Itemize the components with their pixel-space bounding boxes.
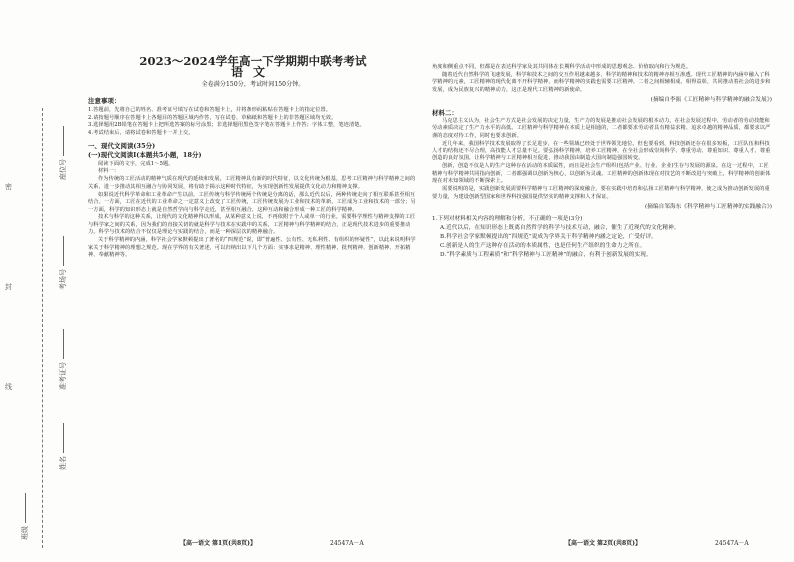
option-a[interactable]: A.近代以后，在知识形态上既离自然哲学的科学与技术互动，融合，催生了近现代的文化精神。 bbox=[440, 224, 680, 231]
paragraph: 需要说明的是，实践创新发展需要科学精神与工匠精神的深度融合，要在实践中培育和弘扬工匠精神与科学精神，使之成为推动创新发展的重要力量，为建设创新型国家和世界科技强国提供坚实的精神支撑和人才保证。 bbox=[432, 186, 770, 200]
name-field bbox=[58, 410, 68, 470]
ticket-field bbox=[58, 330, 68, 390]
paragraph: 近几年来，我国科学技术发展取得了长足进步，在一些领域已经处于世界领先地位。但也要看到，科技创新还存在很多短板，工匠队伍和科技人才的结构还不尽合理，高技能人才总量不足。要弘扬科学精神，培养工匠精神，在全社会形成崇尚科学、尊重劳动、尊重知识、尊重人才、尊重创造的良好氛围，让科学精神与工匠精神相互促进，推动我国由制造大国向制造强国转变。 bbox=[432, 140, 771, 162]
seal-char-2: 封 bbox=[5, 283, 12, 291]
exam-title: 2023～2024学年高一下学期期中联考考试 bbox=[139, 54, 367, 68]
paragraph: 作为传统的工匠活动的精神气质在现代的延续和发展，工匠精神具有新的时代特征，以文化传统为根基，思考工匠精神与科学精神之间的关系，进一步推动其相互融合与协同发展，将有助于揭示这种时代特征，为实现创新性发展提供文化动力和精神支撑。 bbox=[88, 176, 416, 190]
name-label: 姓名 bbox=[59, 456, 67, 470]
class-field bbox=[20, 480, 30, 540]
material-label: 材料一： bbox=[98, 168, 120, 175]
paragraph: 角度和侧重点不同，但都是在表达科学家及其共同体在长期科学活动中形成的思想观念、价值取向和行为规范。 bbox=[432, 64, 692, 70]
seal-line bbox=[42, 108, 43, 548]
binding-margin bbox=[0, 0, 88, 562]
exam-room-label: 考场号 bbox=[59, 269, 67, 290]
footer-left bbox=[180, 538, 256, 547]
section-heading: 一、现代文阅读(35分) bbox=[88, 141, 156, 150]
seal-char-1: 密 bbox=[5, 183, 12, 191]
paragraph: 如果说近代科学革命和工业革命产生以前，工匠传统与科学传统两个传统是分离的话，那么近代以后，两种传统走向了相互联系甚至相互结合。一方面，工匠在近代的工业革命之一定意义上改变了工匠传统，工匠传统发展为工业和技术的革新，工匠成为工业和技术的一部分；另一方面，科学的知识形态上就是自然哲学向与科学走近，甚至相互融合，这种互动和融合形成一种工匠的科学精神。 bbox=[88, 191, 416, 213]
note-item: 4.考试结束后，请将试卷和答题卡一并上交。 bbox=[88, 130, 194, 137]
ticket-label: 准考证号 bbox=[59, 362, 67, 390]
sub-section-heading: (一)现代文阅读Ⅰ(本题共5小题，18分) bbox=[88, 151, 202, 160]
footer-left-label: 【高一语文 bbox=[180, 540, 211, 547]
seal-char-3: 线 bbox=[5, 383, 12, 391]
footer-right-label: 【高一语文 bbox=[565, 540, 596, 547]
class-blank[interactable] bbox=[25, 493, 26, 523]
footer-right-page: 第2页(共8页)】 bbox=[596, 540, 641, 547]
footer-left-code: 24547A－A bbox=[330, 540, 364, 547]
question-stem: 1.下列对材料相关内容的理解和分析，不正确的一项是(3分) bbox=[432, 216, 583, 223]
left-column bbox=[88, 54, 418, 260]
notes-heading: 注意事项： bbox=[88, 97, 121, 106]
instruction: 阅读下面的文字，完成1～5题。 bbox=[98, 160, 174, 167]
exam-room-blank[interactable] bbox=[63, 236, 64, 266]
ticket-blank[interactable] bbox=[63, 329, 64, 359]
footer-right bbox=[565, 538, 641, 547]
exam-room-field bbox=[58, 230, 68, 290]
paragraph: 技术与科学的这种关系，让现代的文化精神得以形成，从某种意义上说，不再依附于个人或单一的行业，需要科学理性与精神支撑的工匠与科学家之间的关系，因为我们的直接关切的就是科学与技术在实践中的关系，工匠精神与科学精神的结合，正是现代技术进步的重要推动力。科学与技术的结合不仅仅是理论与实践的结合，而是一种深层次的精神融合。 bbox=[88, 214, 416, 236]
material2-label: 材料二： bbox=[432, 108, 458, 117]
source-citation: (摘编自李振《工匠精神与科学精神的融合发展》) bbox=[650, 97, 772, 104]
seat-label: 座位号 bbox=[59, 159, 67, 180]
name-blank[interactable] bbox=[63, 423, 64, 453]
seat-blank[interactable] bbox=[63, 126, 64, 156]
source-citation: (摘编自邹海东《科学精神与工匠精神的实践融合》) bbox=[644, 203, 772, 210]
option-d[interactable]: D.“科学素质与工程素质”和“科学精神与工匠精神”的融合，有利于创新发展的实现。 bbox=[440, 251, 652, 258]
option-c[interactable]: C.创新是人的生产这种存在活动的本质属性，也是任何生产组织的生命力之所在。 bbox=[440, 242, 646, 249]
option-b[interactable]: B.科学社会学家默顿提出的“四规范”说成为学界关于科学精神内涵之定论，广受好评。 bbox=[440, 233, 657, 240]
paragraph: 随着近代自然科学的飞速发展，科学和技术之间的交互作用越来越多，科学的精神和技术的精神亦相互渗透。现代工匠精神的内涵中融入了科学精神的元素，工匠精神的现代化离不开科学精神，而科学精神的实践也需要工匠精神。二者之间相辅相成、相得益彰，共同推动着社会的进步和发展，成为民族复兴的精神动力，这正是现代工匠精神的新使命。 bbox=[432, 71, 771, 93]
paragraph: 创新，创造不仅是人的生产这种存在活动的本质属性，而且是社会生产组织(包括产业、行业、企业)生存与发展的源泉。在这一过程中，工匠精神与科学精神共同指向创新，二者都强调以创新为核心，以创新为灵魂。工匠精神的创新体现在对技艺的不断改进与突破上，科学精神的创新体现在对未知领域的不断探索上。 bbox=[432, 163, 771, 185]
note-item: 1.答题前，先将自己的姓名、准考证号填写在试卷和答题卡上，并将条形码粘贴在答题卡上的指定位置。 bbox=[88, 106, 332, 113]
note-item: 2.请按题号顺序在答题卡上各题目的答题区域内作答，写在试卷、草稿纸和答题卡上的非答题区域均无效。 bbox=[88, 114, 337, 121]
paragraph: 马克思主义认为，社会生产方式是社会发展的决定力量，生产力的发展是推动社会发展的根本动力。在社会发展过程中，劳动者的劳动技能和劳动素质决定了生产力水平的高低。工匠精神与科学精神在本质上是相通的，二者都要求劳动者具有精益求精、追求卓越的精神品质，都要求以严谨的态度对待工作，同时也要求创新。 bbox=[432, 117, 771, 139]
score-info: 全卷满分150分，考试时间150分钟。 bbox=[201, 80, 305, 88]
right-column bbox=[432, 64, 772, 260]
paragraph: 关于科学精神的内涵，科学社会学家默顿提出了著名的“四规范”说，即“普遍性、公有性、无私利性、有组织的怀疑性”，以此来说明科学家关于科学精神的理想之规范。现在学界的有关著述，可以归纳出以下几个方面：实事求是精神、理性精神、批判精神、创新精神、开拓精神、奉献精神等。 bbox=[88, 237, 416, 258]
footer-right-code: 24547A－A bbox=[715, 540, 749, 547]
note-item: 3.选择题用2B铅笔在答题卡上把所选答案的标号涂黑；非选择题用黑色签字笔在答题卡上作答；字体工整，笔迹清楚。 bbox=[88, 122, 365, 129]
seat-field bbox=[58, 120, 68, 180]
footer-left-page: 第1页(共8页)】 bbox=[211, 540, 256, 547]
class-label: 班级 bbox=[21, 526, 29, 540]
subject-title: 语文 bbox=[230, 65, 275, 80]
